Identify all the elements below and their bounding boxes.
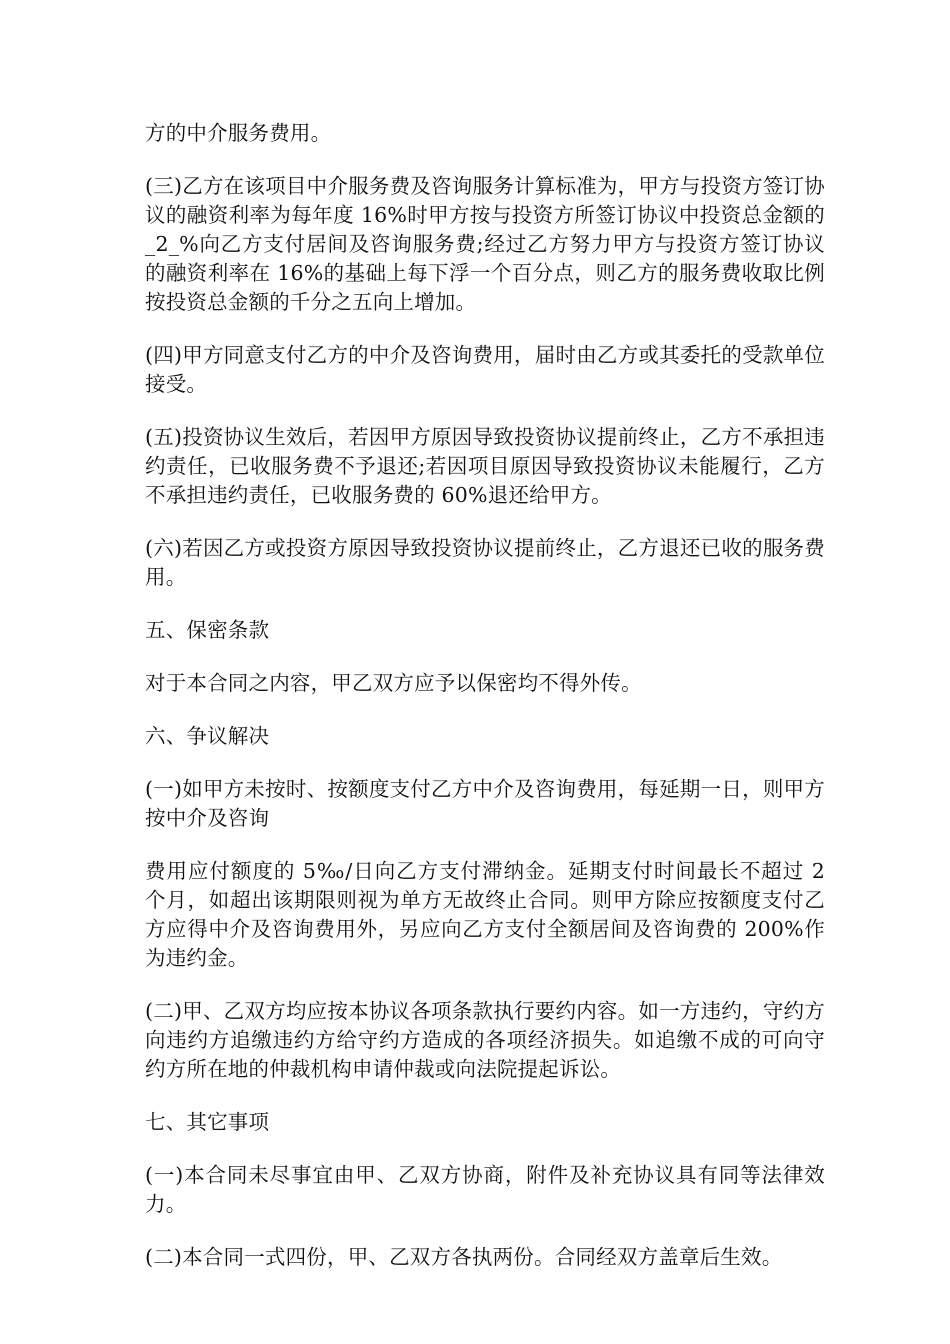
paragraph-confidentiality: 对于本合同之内容，甲乙双方应予以保密均不得外传。	[145, 671, 642, 695]
section-heading-other-matters: 七、其它事项	[145, 1110, 270, 1134]
paragraph-service-fee-end: 方的中介服务费用。	[145, 121, 332, 145]
paragraph-dispute-1-part-a: (一)如甲方未按时、按额度支付乙方中介及咨询费用，每延期一日，则甲方按中介及咨询	[145, 777, 825, 830]
section-heading-dispute: 六、争议解决	[145, 724, 270, 748]
paragraph-other-1: (一)本合同未尽事宜由甲、乙双方协商，附件及补充协议具有同等法律效力。	[145, 1163, 825, 1216]
paragraph-clause-6: (六)若因乙方或投资方原因导致投资协议提前终止，乙方退还已收的服务费用。	[145, 536, 825, 589]
section-heading-confidentiality: 五、保密条款	[145, 618, 270, 642]
paragraph-dispute-1-part-b: 费用应付额度的 5‰/日向乙方支付滞纳金。延期支付时间最长不超过 2 个月，如超出该期限则视为单方无故终止合同。则甲方除应按额度支付乙方应得中介及咨询费用外，另应向乙方支付全额居间及咨询费的 200%作为违约金。	[145, 859, 825, 970]
document-body	[145, 119, 825, 1296]
paragraph-other-2: (二)本合同一式四份，甲、乙双方各执两份。合同经双方盖章后生效。	[145, 1245, 783, 1269]
paragraph-dispute-2: (二)甲、乙双方均应按本协议各项条款执行要约内容。如一方违约，守约方向违约方追缴违约方给守约方造成的各项经济损失。如追缴不成的可向守约方所在地的仲裁机构申请仲裁或向法院提起诉讼。	[145, 999, 825, 1081]
paragraph-clause-3: (三)乙方在该项目中介服务费及咨询服务计算标准为，甲方与投资方签订协议的融资利率为每年度 16%时甲方按与投资方所签订协议中投资总金额的_2_%向乙方支付居间及咨询服务费;经过乙方努力甲方与投资方签订协议的融资利率在 16%的基础上每下浮一个百分点，则乙方的服务费收取比例按投资总金额的千分之五向上增加。	[145, 174, 825, 314]
paragraph-clause-4: (四)甲方同意支付乙方的中介及咨询费用，届时由乙方或其委托的受款单位接受。	[145, 343, 825, 396]
paragraph-clause-5: (五)投资协议生效后，若因甲方原因导致投资协议提前终止，乙方不承担违约责任，已收服务费不予退还;若因项目原因导致投资协议未能履行，乙方不承担违约责任，已收服务费的 60%退还给甲方。	[145, 425, 825, 507]
